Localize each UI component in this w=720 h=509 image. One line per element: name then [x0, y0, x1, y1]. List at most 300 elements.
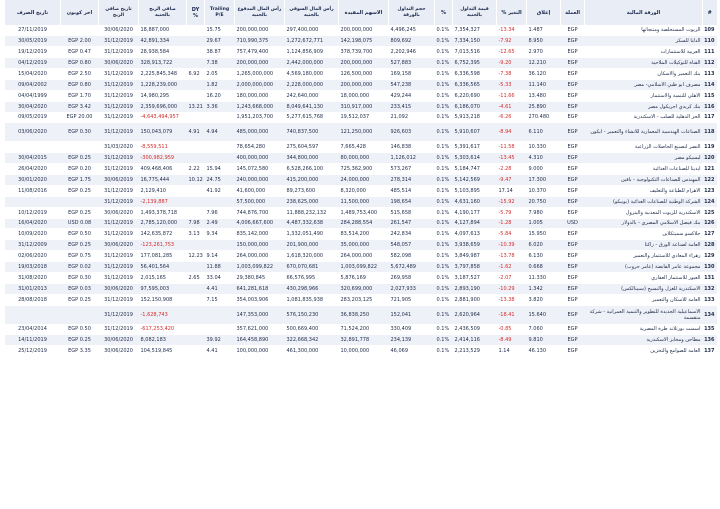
- table-row[interactable]: [5, 284, 717, 295]
- cell-net-profit: -617,253,420: [139, 324, 187, 335]
- cell-net-profit: -123,261,753: [139, 240, 187, 251]
- cell-security-name[interactable]: العامة للصوامع والتخزين: [585, 346, 703, 357]
- cell-security-name[interactable]: الاسكندرية للزيوت المعدنية والبترول: [585, 207, 703, 218]
- cell-payout-date: 31/12/2009: [5, 240, 61, 251]
- cell-index: 126: [703, 218, 717, 229]
- cell-currency: EGP: [561, 196, 585, 207]
- cell-last-coupon: EGP 0.25: [61, 185, 99, 196]
- cell-traded-value: 5,913,218: [453, 112, 497, 123]
- cell-close: 6.130: [527, 251, 561, 262]
- cell-net-profit: 409,468,406: [139, 163, 187, 174]
- cell-currency: EGP: [561, 57, 585, 68]
- cell-paid-capital: 400,000,000: [235, 152, 285, 163]
- cell-percent: 0.1%: [435, 251, 453, 262]
- cell-trailing-pe: 2.49: [205, 218, 235, 229]
- cell-last-coupon: EGP 3.42: [61, 101, 99, 112]
- cell-listed-shares: 83,514,200: [339, 229, 389, 240]
- cell-net-profit: 328,913,722: [139, 57, 187, 68]
- cell-listed-shares: 18,000,000: [339, 90, 389, 101]
- cell-trailing-pe: 11.88: [205, 262, 235, 273]
- cell-traded-volume: 4,496,245: [389, 25, 435, 35]
- cell-currency: EGP: [561, 185, 585, 196]
- cell-security-name[interactable]: جلاكسو سميثكلاين: [585, 229, 703, 240]
- cell-paid-capital: 240,000,000: [235, 174, 285, 185]
- cell-paid-capital: 1,243,668,000: [235, 101, 285, 112]
- cell-paid-capital: 41,600,000: [235, 185, 285, 196]
- cell-market-cap: 297,400,000: [285, 25, 339, 35]
- cell-net-profit: 2,225,845,348: [139, 68, 187, 79]
- cell-index: 119: [703, 141, 717, 152]
- cell-security-name[interactable]: الشركة الوطنية للصناعات الغذائية (بوبيكو): [585, 196, 703, 207]
- cell-change: -5.84: [497, 229, 527, 240]
- table-row[interactable]: [5, 25, 717, 35]
- cell-trailing-pe: [205, 324, 235, 335]
- cell-last-coupon: EGP 0.30: [61, 123, 99, 142]
- cell-last-coupon: EGP 1.70: [61, 90, 99, 101]
- table-row[interactable]: [5, 35, 717, 46]
- cell-change: -9.20: [497, 57, 527, 68]
- cell-security-name[interactable]: النصر لتصنيع الحاصلات الزراعية: [585, 141, 703, 152]
- cell-last-coupon: [61, 306, 99, 325]
- col-header-net-profit[interactable]: صافي الربح بالجنيه: [139, 0, 187, 25]
- cell-market-cap: 576,150,230: [285, 306, 339, 325]
- cell-payout-date: [5, 141, 61, 152]
- cell-index: 137: [703, 346, 717, 357]
- cell-close: 12.210: [527, 57, 561, 68]
- cell-close: 7.060: [527, 324, 561, 335]
- cell-traded-volume: 146,838: [389, 141, 435, 152]
- cell-security-name[interactable]: العامة للاسكان والتعمير: [585, 295, 703, 306]
- cell-change: -2.07: [497, 273, 527, 284]
- cell-security-name[interactable]: الاسكندرية للغزل والنسيج (سبينالكس): [585, 284, 703, 295]
- cell-currency: EGP: [561, 251, 585, 262]
- col-header-security[interactable]: الورقة المالية: [585, 0, 703, 25]
- table-row[interactable]: [5, 335, 717, 346]
- cell-percent: 0.1%: [435, 68, 453, 79]
- cell-net-profit: -8,559,511: [139, 141, 187, 152]
- cell-listed-shares: 10,000,000: [339, 346, 389, 357]
- cell-last-coupon: EGP 0.25: [61, 240, 99, 251]
- cell-market-cap: 8,049,641,130: [285, 101, 339, 112]
- cell-percent: 0.1%: [435, 240, 453, 251]
- col-header-payout-date[interactable]: تاريخ الصرف: [5, 0, 61, 25]
- cell-payout-date: 25/12/2019: [5, 346, 61, 357]
- cell-dividend-yield: 3.13: [187, 229, 205, 240]
- cell-percent: 0.1%: [435, 57, 453, 68]
- col-header-listed-shares[interactable]: الاسهم المقيدة: [339, 0, 389, 25]
- cell-trailing-pe: 2.05: [205, 68, 235, 79]
- cell-security-name[interactable]: الحز الدهلية للصلب - الاسكندرية: [585, 112, 703, 123]
- cell-trailing-pe: [205, 240, 235, 251]
- cell-percent: 0.1%: [435, 141, 453, 152]
- cell-listed-shares: 5,876,169: [339, 273, 389, 284]
- cell-dividend-yield: 13.21: [187, 101, 205, 112]
- cell-net-profit: -300,982,959: [139, 152, 187, 163]
- cell-listed-shares: 8,320,000: [339, 185, 389, 196]
- cell-paid-capital: 150,000,000: [235, 240, 285, 251]
- cell-change: -8.49: [497, 335, 527, 346]
- cell-security-name[interactable]: المهندس للصناعات التكنولوجية - بافين: [585, 174, 703, 185]
- table-row[interactable]: [5, 57, 717, 68]
- table-row[interactable]: [5, 79, 717, 90]
- cell-close: 46.130: [527, 346, 561, 357]
- cell-close: 10.330: [527, 141, 561, 152]
- cell-trailing-pe: 15.75: [205, 25, 235, 35]
- cell-listed-shares: 264,000,000: [339, 251, 389, 262]
- cell-close: 20.750: [527, 196, 561, 207]
- cell-index: 116: [703, 101, 717, 112]
- col-header-close[interactable]: إغلاق: [527, 0, 561, 25]
- cell-change: -7.92: [497, 35, 527, 46]
- cell-paid-capital: 2,000,000,000: [235, 79, 285, 90]
- cell-listed-shares: 284,288,554: [339, 218, 389, 229]
- cell-payout-date: 11/08/2016: [5, 185, 61, 196]
- cell-payout-date: 26/04/2020: [5, 163, 61, 174]
- table-row[interactable]: [5, 123, 717, 142]
- table-row[interactable]: [5, 324, 717, 335]
- cell-index: 118: [703, 123, 717, 142]
- cell-security-name[interactable]: بنك فيصل الاسلامي المصري - بالدولار: [585, 218, 703, 229]
- cell-currency: EGP: [561, 101, 585, 112]
- cell-percent: 0.1%: [435, 196, 453, 207]
- cell-close: 15.950: [527, 229, 561, 240]
- cell-security-name[interactable]: الاهرام للطباعة والتغليف: [585, 185, 703, 196]
- cell-profit-date: 30/06/2020: [99, 335, 139, 346]
- cell-security-name[interactable]: مطاحن ومخابز الاسكندرية: [585, 335, 703, 346]
- cell-traded-value: 7,354,327: [453, 25, 497, 35]
- cell-traded-value: 6,336,598: [453, 68, 497, 79]
- cell-traded-value: 4,190,177: [453, 207, 497, 218]
- cell-last-coupon: EGP 0.80: [61, 57, 99, 68]
- cell-trailing-pe: [205, 196, 235, 207]
- cell-last-coupon: EGP 0.25: [61, 335, 99, 346]
- cell-traded-volume: 169,158: [389, 68, 435, 79]
- cell-percent: 0.1%: [435, 229, 453, 240]
- table-row[interactable]: [5, 163, 717, 174]
- col-header-last-coupon[interactable]: اخر كوبون: [61, 0, 99, 25]
- cell-profit-date: 31/12/2019: [99, 152, 139, 163]
- cell-trailing-pe: 4.41: [205, 346, 235, 357]
- cell-last-coupon: EGP 0.25: [61, 207, 99, 218]
- cell-listed-shares: 35,000,000: [339, 240, 389, 251]
- cell-market-cap: 1,618,320,000: [285, 251, 339, 262]
- cell-index: 112: [703, 57, 717, 68]
- cell-profit-date: 31/12/2019: [99, 123, 139, 142]
- cell-payout-date: 03/06/2020: [5, 123, 61, 142]
- cell-traded-volume: 485,514: [389, 185, 435, 196]
- table-row[interactable]: [5, 141, 717, 152]
- cell-traded-volume: 515,658: [389, 207, 435, 218]
- cell-market-cap: 242,640,000: [285, 90, 339, 101]
- cell-traded-volume: 547,238: [389, 79, 435, 90]
- cell-currency: EGP: [561, 68, 585, 79]
- cell-traded-volume: 278,314: [389, 174, 435, 185]
- cell-traded-volume: 1,126,012: [389, 152, 435, 163]
- table-row[interactable]: [5, 207, 717, 218]
- cell-last-coupon: EGP 0.47: [61, 46, 99, 57]
- cell-profit-date: 30/06/2020: [99, 207, 139, 218]
- col-header-dividend-yield[interactable]: DY %: [187, 0, 205, 25]
- cell-listed-shares: 36,838,250: [339, 306, 389, 325]
- cell-traded-volume: 721,905: [389, 295, 435, 306]
- cell-payout-date: 04/04/1999: [5, 90, 61, 101]
- cell-dividend-yield: [187, 207, 205, 218]
- cell-index: 114: [703, 79, 717, 90]
- cell-payout-date: [5, 306, 61, 325]
- cell-traded-volume: 2,202,946: [389, 46, 435, 57]
- col-header-market-cap[interactable]: رأس المال السوقي بالجنيه: [285, 0, 339, 25]
- cell-dividend-yield: [187, 90, 205, 101]
- table-row[interactable]: [5, 90, 717, 101]
- cell-last-coupon: EGP 0.25: [61, 152, 99, 163]
- cell-profit-date: 31/12/2019: [99, 196, 139, 207]
- cell-change: -4.61: [497, 101, 527, 112]
- col-header-percent[interactable]: %: [435, 0, 453, 25]
- cell-close: 2.970: [527, 46, 561, 57]
- cell-paid-capital: 180,000,000: [235, 90, 285, 101]
- securities-table: [4, 0, 717, 357]
- table-row[interactable]: [5, 306, 717, 325]
- cell-paid-capital: 485,000,000: [235, 123, 285, 142]
- cell-dividend-yield: [187, 306, 205, 325]
- cell-traded-volume: 573,267: [389, 163, 435, 174]
- cell-market-cap: 5,277,615,768: [285, 112, 339, 123]
- cell-security-name[interactable]: بنك كريدي اجريكول مصر: [585, 101, 703, 112]
- table-row[interactable]: [5, 229, 717, 240]
- col-header-index[interactable]: #: [703, 0, 717, 25]
- cell-currency: EGP: [561, 25, 585, 35]
- cell-paid-capital: 78,654,280: [235, 141, 285, 152]
- cell-percent: 0.1%: [435, 295, 453, 306]
- cell-change: 1.14: [497, 346, 527, 357]
- cell-index: 120: [703, 152, 717, 163]
- cell-dividend-yield: [187, 284, 205, 295]
- cell-index: 128: [703, 240, 717, 251]
- cell-close: 9.000: [527, 163, 561, 174]
- cell-profit-date: 31/12/2019: [99, 46, 139, 57]
- cell-trailing-pe: 4.94: [205, 123, 235, 142]
- cell-change: -11.58: [497, 141, 527, 152]
- col-header-currency[interactable]: العملة: [561, 0, 585, 25]
- cell-security-name[interactable]: العربية للاستثمارات: [585, 46, 703, 57]
- cell-last-coupon: EGP 0.25: [61, 295, 99, 306]
- cell-security-name[interactable]: الدلتا للسكر: [585, 35, 703, 46]
- cell-listed-shares: 19,512,037: [339, 112, 389, 123]
- cell-change: -6.26: [497, 112, 527, 123]
- cell-traded-value: 6,186,070: [453, 101, 497, 112]
- cell-traded-value: 2,414,116: [453, 335, 497, 346]
- cell-change: -5.79: [497, 207, 527, 218]
- cell-percent: 0.1%: [435, 90, 453, 101]
- cell-traded-value: 4,631,160: [453, 196, 497, 207]
- cell-security-name[interactable]: بنك التعمير والاسكان: [585, 68, 703, 79]
- cell-payout-date: 30/05/2019: [5, 35, 61, 46]
- cell-percent: 0.1%: [435, 273, 453, 284]
- cell-market-cap: 89,273,600: [285, 185, 339, 196]
- cell-trailing-pe: [205, 112, 235, 123]
- table-row[interactable]: [5, 68, 717, 79]
- cell-trailing-pe: 9.34: [205, 229, 235, 240]
- cell-security-name[interactable]: العبور للاستثمار العقاري: [585, 273, 703, 284]
- cell-last-coupon: EGP 0.50: [61, 229, 99, 240]
- cell-change: -11.66: [497, 90, 527, 101]
- table-row[interactable]: [5, 240, 717, 251]
- cell-traded-value: 2,620,964: [453, 306, 497, 325]
- cell-dividend-yield: [187, 112, 205, 123]
- cell-payout-date: 19/12/2019: [5, 46, 61, 57]
- cell-market-cap: 430,298,966: [285, 284, 339, 295]
- col-header-profit-date[interactable]: تاريخ صافي الربح: [99, 0, 139, 25]
- cell-traded-value: 3,187,527: [453, 273, 497, 284]
- cell-currency: EGP: [561, 207, 585, 218]
- cell-net-profit: 142,635,872: [139, 229, 187, 240]
- table-row[interactable]: [5, 101, 717, 112]
- cell-traded-value: 5,391,617: [453, 141, 497, 152]
- cell-profit-date: 31/12/2019: [99, 35, 139, 46]
- cell-profit-date: 30/06/2020: [99, 346, 139, 357]
- cell-change: -7.38: [497, 68, 527, 79]
- cell-profit-date: 31/12/2019: [99, 90, 139, 101]
- cell-traded-value: 2,436,509: [453, 324, 497, 335]
- cell-traded-value: 5,303,614: [453, 152, 497, 163]
- cell-security-name[interactable]: الزيوت المستخلصة ومنتجاتها: [585, 25, 703, 35]
- cell-security-name[interactable]: مجموعة عامر القابضة (عامر جروب): [585, 262, 703, 273]
- cell-dividend-yield: [187, 152, 205, 163]
- cell-security-name[interactable]: ليسيكو مصر: [585, 152, 703, 163]
- cell-market-cap: 670,070,681: [285, 262, 339, 273]
- table-row[interactable]: [5, 295, 717, 306]
- cell-profit-date: 31/12/2019: [99, 229, 139, 240]
- cell-index: 136: [703, 335, 717, 346]
- cell-security-name[interactable]: زهراء المعادي للاستثمار والتعمير: [585, 251, 703, 262]
- cell-security-name[interactable]: الاسماعيلية الجديدة للتطوير والتنمية العمرانية - شركة منقسمة: [585, 306, 703, 325]
- table-row[interactable]: [5, 46, 717, 57]
- cell-listed-shares: 378,739,700: [339, 46, 389, 57]
- cell-close: 17.300: [527, 174, 561, 185]
- cell-traded-value: 5,103,895: [453, 185, 497, 196]
- table-row[interactable]: [5, 185, 717, 196]
- cell-dividend-yield: [187, 262, 205, 273]
- cell-change: -10.29: [497, 284, 527, 295]
- cell-security-name[interactable]: اسمنت بورتلاند طرة المصرية: [585, 324, 703, 335]
- cell-dividend-yield: [187, 79, 205, 90]
- col-header-trailing-pe[interactable]: Trailing P/E: [205, 0, 235, 25]
- cell-market-cap: 1,272,672,771: [285, 35, 339, 46]
- cell-net-profit: 28,938,584: [139, 46, 187, 57]
- cell-market-cap: 415,200,000: [285, 174, 339, 185]
- cell-payout-date: 09/04/2002: [5, 79, 61, 90]
- cell-paid-capital: 4,006,667,600: [235, 218, 285, 229]
- cell-paid-capital: 1,951,203,700: [235, 112, 285, 123]
- cell-listed-shares: 320,699,000: [339, 284, 389, 295]
- cell-payout-date: 10/09/2020: [5, 229, 61, 240]
- cell-dividend-yield: [187, 295, 205, 306]
- cell-profit-date: 31/12/2019: [99, 112, 139, 123]
- cell-percent: 0.1%: [435, 284, 453, 295]
- cell-dividend-yield: 4.91: [187, 123, 205, 142]
- cell-traded-volume: 152,041: [389, 306, 435, 325]
- cell-last-coupon: EGP 3.35: [61, 346, 99, 357]
- cell-currency: EGP: [561, 141, 585, 152]
- cell-security-name[interactable]: القناة للتوكيلات الملاحية: [585, 57, 703, 68]
- cell-index: 130: [703, 262, 717, 273]
- cell-market-cap: 1,332,051,490: [285, 229, 339, 240]
- cell-payout-date: 27/11/2019: [5, 25, 61, 35]
- cell-paid-capital: 100,000,000: [235, 346, 285, 357]
- cell-last-coupon: [61, 25, 99, 35]
- cell-payout-date: 19/03/2018: [5, 262, 61, 273]
- cell-percent: 0.1%: [435, 123, 453, 142]
- cell-dividend-yield: [187, 346, 205, 357]
- col-header-traded-value[interactable]: قيمة التداول بالجنيه: [453, 0, 497, 25]
- cell-change: -12.65: [497, 46, 527, 57]
- cell-security-name[interactable]: ايديتا للصناعات الغذائية: [585, 163, 703, 174]
- cell-profit-date: 31/03/2020: [99, 141, 139, 152]
- cell-change: -10.39: [497, 240, 527, 251]
- cell-security-name[interactable]: العامة لصناعة الورق - راكتا: [585, 240, 703, 251]
- cell-change: -8.94: [497, 123, 527, 142]
- table-row[interactable]: [5, 196, 717, 207]
- cell-traded-value: 4,097,613: [453, 229, 497, 240]
- cell-close: 11.140: [527, 79, 561, 90]
- cell-trailing-pe: [205, 306, 235, 325]
- cell-percent: 0.1%: [435, 185, 453, 196]
- cell-change: -2.28: [497, 163, 527, 174]
- cell-security-name[interactable]: مصرف ابو ظبي الاسلامي- مصر: [585, 79, 703, 90]
- cell-percent: 0.1%: [435, 324, 453, 335]
- table-row[interactable]: [5, 273, 717, 284]
- col-header-traded-volume[interactable]: حجم التداول بالورقة: [389, 0, 435, 25]
- table-row[interactable]: [5, 152, 717, 163]
- cell-currency: EGP: [561, 335, 585, 346]
- cell-percent: 0.1%: [435, 79, 453, 90]
- cell-market-cap: 461,300,000: [285, 346, 339, 357]
- cell-traded-value: 5,184,747: [453, 163, 497, 174]
- cell-dividend-yield: 7.98: [187, 218, 205, 229]
- table-row[interactable]: [5, 346, 717, 357]
- cell-net-profit: 2,015,165: [139, 273, 187, 284]
- cell-market-cap: 4,487,332,638: [285, 218, 339, 229]
- cell-listed-shares: 725,362,900: [339, 163, 389, 174]
- cell-dividend-yield: [187, 240, 205, 251]
- cell-market-cap: 201,900,000: [285, 240, 339, 251]
- cell-listed-shares: 200,000,000: [339, 25, 389, 35]
- cell-change: -0.85: [497, 324, 527, 335]
- col-header-paid-capital[interactable]: رأس المال المدفوع بالجنيه: [235, 0, 285, 25]
- table-row[interactable]: [5, 218, 717, 229]
- table-row[interactable]: [5, 251, 717, 262]
- cell-currency: EGP: [561, 273, 585, 284]
- cell-currency: EGP: [561, 240, 585, 251]
- table-row[interactable]: [5, 112, 717, 123]
- cell-security-name[interactable]: الاهلي للتنمية والاستثمار: [585, 90, 703, 101]
- col-header-change[interactable]: التغير %: [497, 0, 527, 25]
- cell-net-profit: 1,228,239,000: [139, 79, 187, 90]
- cell-profit-date: 31/12/2019: [99, 273, 139, 284]
- cell-profit-date: 30/06/2020: [99, 57, 139, 68]
- cell-last-coupon: EGP 1.75: [61, 174, 99, 185]
- cell-traded-value: 6,752,395: [453, 57, 497, 68]
- table-row[interactable]: [5, 174, 717, 185]
- cell-paid-capital: 641,281,618: [235, 284, 285, 295]
- cell-security-name[interactable]: الصناعات الهندسية المعمارية للانشاء والتعمير - ايكون: [585, 123, 703, 142]
- cell-close: 8.950: [527, 35, 561, 46]
- cell-currency: EGP: [561, 163, 585, 174]
- cell-percent: 0.1%: [435, 112, 453, 123]
- cell-last-coupon: USD 0.08: [61, 218, 99, 229]
- cell-percent: 0.1%: [435, 174, 453, 185]
- table-row[interactable]: [5, 262, 717, 273]
